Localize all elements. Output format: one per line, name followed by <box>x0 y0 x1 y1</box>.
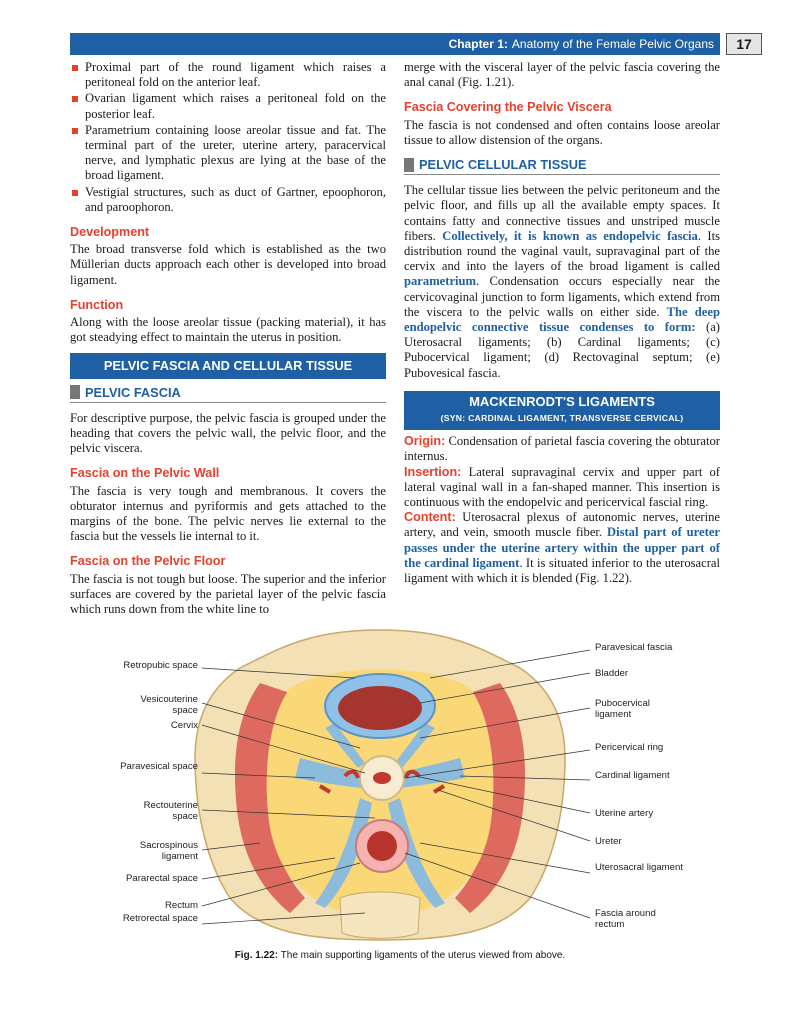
text-run: Condensation of parietal fascia covering the obturator internus. <box>404 434 720 464</box>
label-cervix: Cervix <box>170 720 198 731</box>
label-uterosacral-ligament: Uterosacral ligament <box>595 862 683 873</box>
viscera-heading: Fascia Covering the Pelvic Viscera <box>404 100 612 115</box>
list-item: Proximal part of the round ligament which raises a peritoneal fold on the anterior leaf. <box>70 60 386 90</box>
list-item: Ovarian ligament which raises a peritoneal fold on the posterior leaf. <box>70 91 386 121</box>
section-banner: PELVIC FASCIA AND CELLULAR TISSUE <box>70 353 386 378</box>
cellular-heading-text: PELVIC CELLULAR TISSUE <box>419 157 587 173</box>
development-text: The broad transverse fold which is established as the two Müllerian ducts approach each other is developed into broad ligament. <box>70 242 386 287</box>
left-column <box>70 60 386 617</box>
text-run: . It is situated inferior to the uterosacral ligament with which it is blended (Fig. 1.22). <box>404 555 721 586</box>
label-fascia-around-rectum: Fascia around rectum <box>595 908 656 930</box>
label-pararectal-space: Pararectal space <box>126 873 198 884</box>
heading-marker <box>404 158 414 172</box>
cervical-os <box>373 772 391 784</box>
chapter-header <box>70 33 720 55</box>
text-run: (a) Uterosacral ligaments; (b) Cardinal ligaments; (c) Pubocervical ligament; (d) Rectovaginal septum; (e) Pubovesical fascia. <box>404 320 720 380</box>
anatomy-figure <box>120 628 690 946</box>
insertion-text <box>404 465 720 511</box>
label-cardinal-ligament: Cardinal ligament <box>595 770 670 781</box>
heading-marker <box>70 385 80 399</box>
highlight-text: Distal part of ureter passes under the uterine artery within the upper part of the cardinal ligament <box>404 525 721 570</box>
content-label: Content: <box>404 510 456 525</box>
mackenrodt-box <box>404 391 720 430</box>
development-heading: Development <box>70 225 150 240</box>
bladder-lumen <box>338 686 422 730</box>
highlight-text: parametrium <box>404 274 477 289</box>
text-run: Uterosacral plexus of autonomic nerves, uterine artery, and vein, smooth muscle fiber. <box>404 510 720 540</box>
label-sacrospinous-ligament: Sacrospinous ligament <box>139 840 198 862</box>
label-retropubic-space: Retropubic space <box>123 660 198 671</box>
right-column <box>404 60 720 586</box>
label-bladder: Bladder <box>595 668 629 679</box>
label-uterine-artery: Uterine artery <box>595 808 654 819</box>
continued-text: merge with the visceral layer of the pelvic fascia covering the anal canal (Fig. 1.21). <box>404 60 720 90</box>
floor-heading: Fascia on the Pelvic Floor <box>70 554 226 569</box>
chapter-title: Anatomy of the Female Pelvic Organs <box>511 37 714 51</box>
cellular-text <box>404 183 720 381</box>
pelvic-fascia-text: For descriptive purpose, the pelvic fascia is grouped under the heading that covers the pelvic wall, the pelvic floor, and the pelvic viscera. <box>70 410 386 456</box>
label-pericervical-ring: Pericervical ring <box>595 742 664 753</box>
function-text: Along with the loose areolar tissue (packing material), it has got steadying effect to maintain the uterus in position. <box>70 315 386 345</box>
cellular-heading <box>404 157 720 175</box>
pelvic-fascia-heading-text: PELVIC FASCIA <box>85 384 181 400</box>
wall-heading: Fascia on the Pelvic Wall <box>70 466 220 481</box>
highlight-text: The deep endopelvic connective tissue condenses to form: <box>404 304 720 335</box>
caption-text: The main supporting ligaments of the uterus viewed from above. <box>280 950 566 961</box>
rectal-lumen <box>367 831 397 861</box>
viscera-text: The fascia is not condensed and often contains loose areolar tissue to allow distension of the organs. <box>404 117 720 147</box>
chapter-label: Chapter 1: <box>448 37 508 51</box>
sacrum-shape <box>340 892 420 938</box>
label-rectouterine-space: Rectouterine space <box>143 800 198 822</box>
label-paravesical-space: Paravesical space <box>120 761 198 772</box>
mackenrodt-subtitle: (SYN: CARDINAL LIGAMENT, TRANSVERSE CERVICAL) <box>440 413 684 424</box>
insertion-label: Insertion: <box>404 464 462 479</box>
floor-text: The fascia is not tough but loose. The superior and the inferior surfaces are covered by the parietal layer of the pelvic fascia which runs down from the white line to <box>70 571 386 617</box>
figure-caption <box>80 950 720 961</box>
text-run: . Its distribution round the vaginal vault, supravaginal part of the cervix and into the layers of the broad ligament is called <box>404 228 720 274</box>
content-text <box>404 510 720 586</box>
origin-label: Origin: <box>404 434 446 449</box>
pelvic-fascia-heading <box>70 385 386 403</box>
label-ureter: Ureter <box>595 836 622 847</box>
mackenrodt-title: MACKENRODT'S LIGAMENTS <box>469 393 655 409</box>
label-retrorectal-space: Retrorectal space <box>122 913 198 924</box>
caption-label: Fig. 1.22: <box>234 950 279 961</box>
label-vesicouterine-space: Vesicouterine space <box>140 694 198 716</box>
text-run: . Condensation occurs especially near the cervicovaginal junction to form ligaments, which extend from the viscera to the pelvic walls on either side. <box>404 274 720 319</box>
bullet-list <box>70 60 386 215</box>
label-pubocervical-ligament: Pubocervical ligament <box>595 698 650 720</box>
label-paravesical-fascia: Paravesical fascia <box>595 642 673 653</box>
origin-text <box>404 434 720 464</box>
function-heading: Function <box>70 297 124 312</box>
text-run: The cellular tissue lies between the pelvic peritoneum and the pelvic floor, and fills up all the available empty spaces. It contains fatty and connective tissues and unstriped muscle fibers. <box>404 183 720 243</box>
list-item: Parametrium containing loose areolar tissue and fat. The terminal part of the ureter, uterine artery, paracervical nerve, and lymphatic plexus are lying at the base of the broad ligament. <box>70 123 386 184</box>
wall-text: The fascia is very tough and membranous. It covers the obturator internus and pyriformis and gets attached to the margins of the bone. The pelvic nerves lie external to the fascia but the vessels lie internal to it. <box>70 483 386 544</box>
highlight-text: Collectively, it is known as endopelvic fascia <box>442 228 698 243</box>
list-item: Vestigial structures, such as duct of Gartner, epoophoron, and paroophoron. <box>70 185 386 215</box>
text-run: Lateral supravaginal cervix and upper part of lateral vaginal wall in a fan-shaped manner. This insertion is continuous with the endopelvic and pericervical fascial ring. <box>404 464 720 510</box>
page-number: 17 <box>726 33 762 55</box>
label-rectum: Rectum <box>164 900 198 911</box>
